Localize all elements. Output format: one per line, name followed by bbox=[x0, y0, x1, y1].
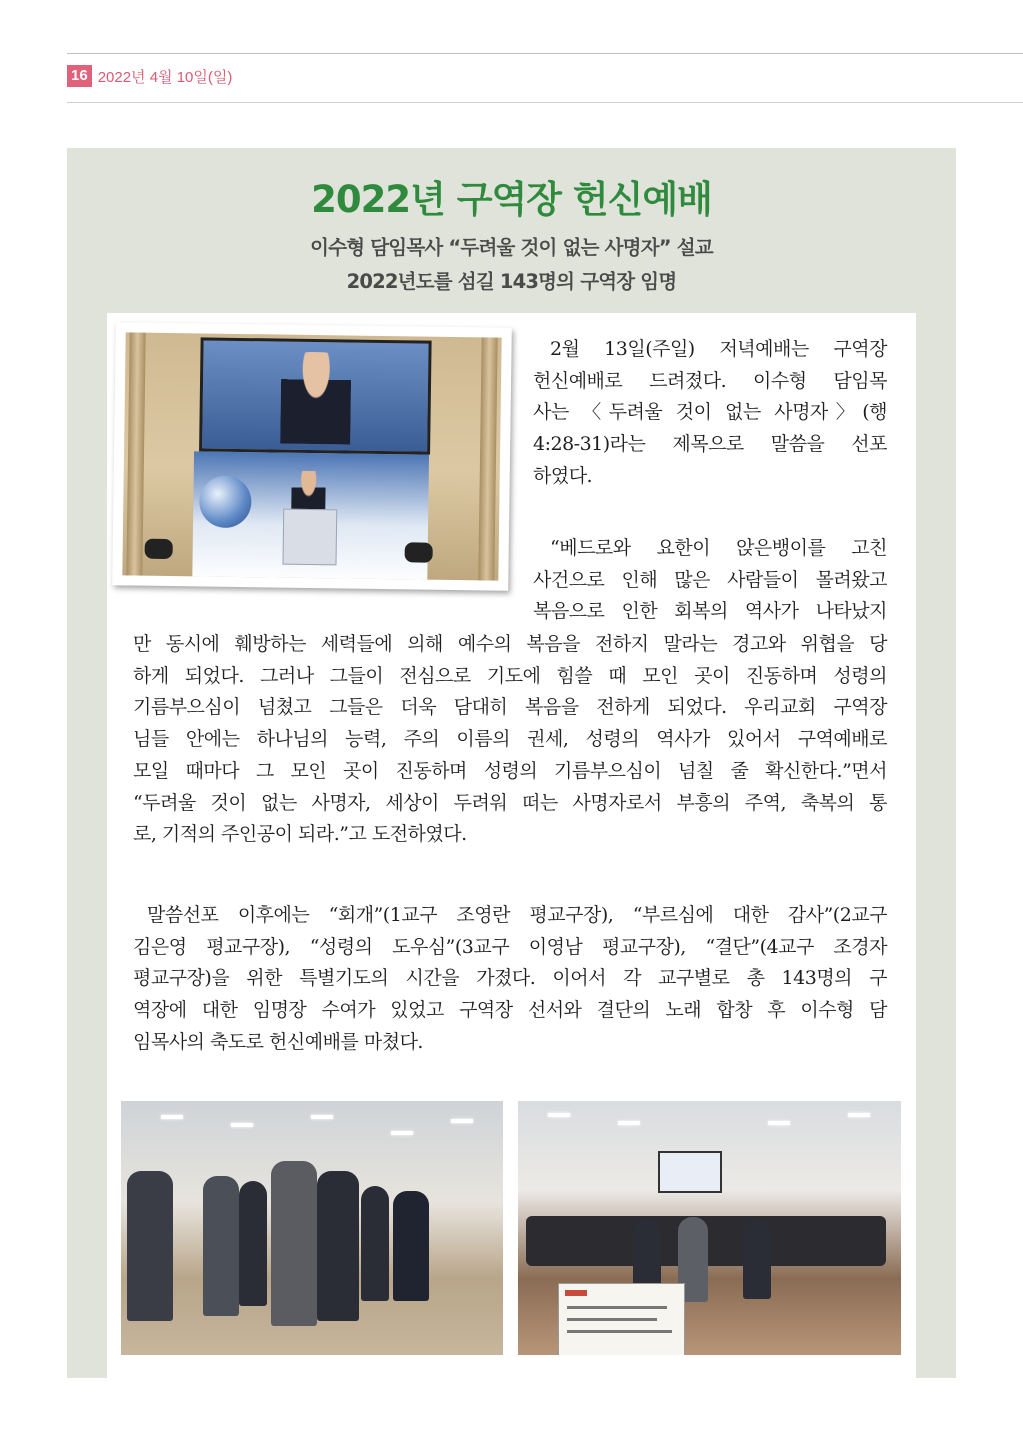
text-line: 평교구장)을 위한 특별기도의 시간을 가졌다. 이어서 각 교구별로 총 143명의 구 bbox=[133, 967, 887, 990]
pillar bbox=[478, 337, 497, 580]
paragraph-3 bbox=[133, 900, 887, 1059]
text-line: 복음으로 인한 회복의 역사가 나타났지 bbox=[533, 600, 887, 623]
text-line: “두려울 것이 없는 사명자, 세상이 두려워 떠는 사명자로서 부흥의 주역, 축복의 통 bbox=[133, 791, 887, 814]
pledge-banner bbox=[558, 1283, 685, 1355]
screen-pastor bbox=[280, 352, 351, 445]
ceiling-light bbox=[311, 1115, 333, 1119]
text-line: 사건으로 인해 많은 사람들이 몰려왔고 bbox=[533, 568, 887, 591]
page-header bbox=[67, 64, 232, 88]
ceiling-light bbox=[768, 1121, 790, 1125]
article-title: 2022년 구역장 헌신예배 bbox=[311, 178, 712, 221]
text-line: 임목사의 축도로 헌신예배를 마쳤다. bbox=[133, 1030, 423, 1053]
banner-text-line bbox=[567, 1318, 657, 1321]
text-line: 모일 때마다 그 모인 곳이 진동하며 성령의 기름부으심이 넘칠 줄 확신한다.”면서 bbox=[133, 759, 887, 782]
ceiling-light bbox=[451, 1119, 473, 1123]
article-subtitle-2: 2022년도를 섬길 143명의 구역장 임명 bbox=[346, 270, 677, 293]
top-rule bbox=[67, 53, 1023, 54]
paragraph-2-body bbox=[133, 629, 887, 851]
speaker bbox=[145, 539, 173, 559]
ceiling-light bbox=[848, 1113, 870, 1117]
page-number: 16 bbox=[67, 65, 92, 87]
sermon-photo-image bbox=[122, 332, 501, 580]
appointment-photo bbox=[121, 1101, 503, 1355]
banner-text-line bbox=[567, 1330, 672, 1333]
person-figure bbox=[203, 1176, 239, 1316]
person-figure bbox=[127, 1171, 173, 1321]
person-figure bbox=[239, 1181, 267, 1306]
text-line: 하였다. bbox=[533, 464, 593, 487]
issue-date: 2022년 4월 10일(일) bbox=[97, 68, 233, 86]
person-figure bbox=[393, 1191, 429, 1301]
ceiling-light bbox=[161, 1115, 183, 1119]
text-line: 김은영 평교구장), “성령의 도우심”(3교구 이영남 평교구장), “결단”(4교구 조경자 bbox=[133, 935, 887, 958]
text-line: 님들 안에는 하나님의 능력, 주의 이름의 권세, 성령의 역사가 있어서 구역예배로 bbox=[133, 728, 887, 751]
prayer-photo bbox=[518, 1101, 901, 1355]
text-line: 4:28-31)라는 제목으로 말씀을 선포 bbox=[533, 433, 887, 456]
speaker bbox=[405, 542, 433, 562]
text-line: “베드로와 요한이 앉은뱅이를 고친 bbox=[550, 537, 887, 559]
text-line: 역장에 대한 임명장 수여가 있었고 구역장 선서와 결단의 노래 합창 후 이수형 담 bbox=[133, 999, 887, 1022]
text-line: 기름부으심이 넘쳤고 그들은 더욱 담대히 복음을 전하게 되었다. 우리교회 구역장 bbox=[133, 696, 887, 719]
sermon-photo bbox=[112, 322, 512, 591]
person-figure bbox=[271, 1161, 317, 1326]
ceiling-light bbox=[231, 1123, 253, 1127]
paragraph-2-top bbox=[533, 533, 887, 628]
text-line: 말씀선포 이후에는 “회개”(1교구 조영란 평교구장), “부르심에 대한 감사”(2교구 bbox=[147, 904, 887, 926]
text-line: 로, 기적의 주인공이 되라.”고 도전하였다. bbox=[133, 823, 467, 846]
pillar bbox=[126, 332, 145, 575]
text-line: 만 동시에 훼방하는 세력들에 의해 예수의 복음을 전하지 말라는 경고와 위협을 당 bbox=[133, 633, 887, 655]
person-figure bbox=[743, 1219, 771, 1299]
header-rule bbox=[67, 102, 1023, 103]
person-figure bbox=[317, 1171, 359, 1321]
ceiling-light bbox=[618, 1121, 640, 1125]
pulpit bbox=[282, 509, 337, 566]
text-line: 2월 13일(주일) 저녁예배는 구역장 bbox=[550, 338, 887, 360]
text-line: 하게 되었다. 그러나 그들이 전심으로 기도에 힘쓸 때 모인 곳이 진동하며 성령의 bbox=[133, 664, 887, 687]
projection-screen bbox=[658, 1151, 722, 1193]
person-figure bbox=[361, 1186, 389, 1301]
ceiling-light bbox=[548, 1113, 570, 1117]
banner-text-line bbox=[567, 1306, 667, 1309]
text-line: 헌신예배로 드려졌다. 이수형 담임목 bbox=[533, 369, 887, 392]
text-line: 사는 〈두려울 것이 없는 사명자〉(행 bbox=[533, 401, 887, 424]
ceiling-light bbox=[391, 1131, 413, 1135]
paragraph-1 bbox=[533, 334, 887, 493]
banner-header bbox=[565, 1290, 587, 1296]
article-subtitle-1: 이수형 담임목사 “두려울 것이 없는 사명자” 설교 bbox=[310, 236, 713, 259]
projection-screen bbox=[199, 337, 432, 454]
